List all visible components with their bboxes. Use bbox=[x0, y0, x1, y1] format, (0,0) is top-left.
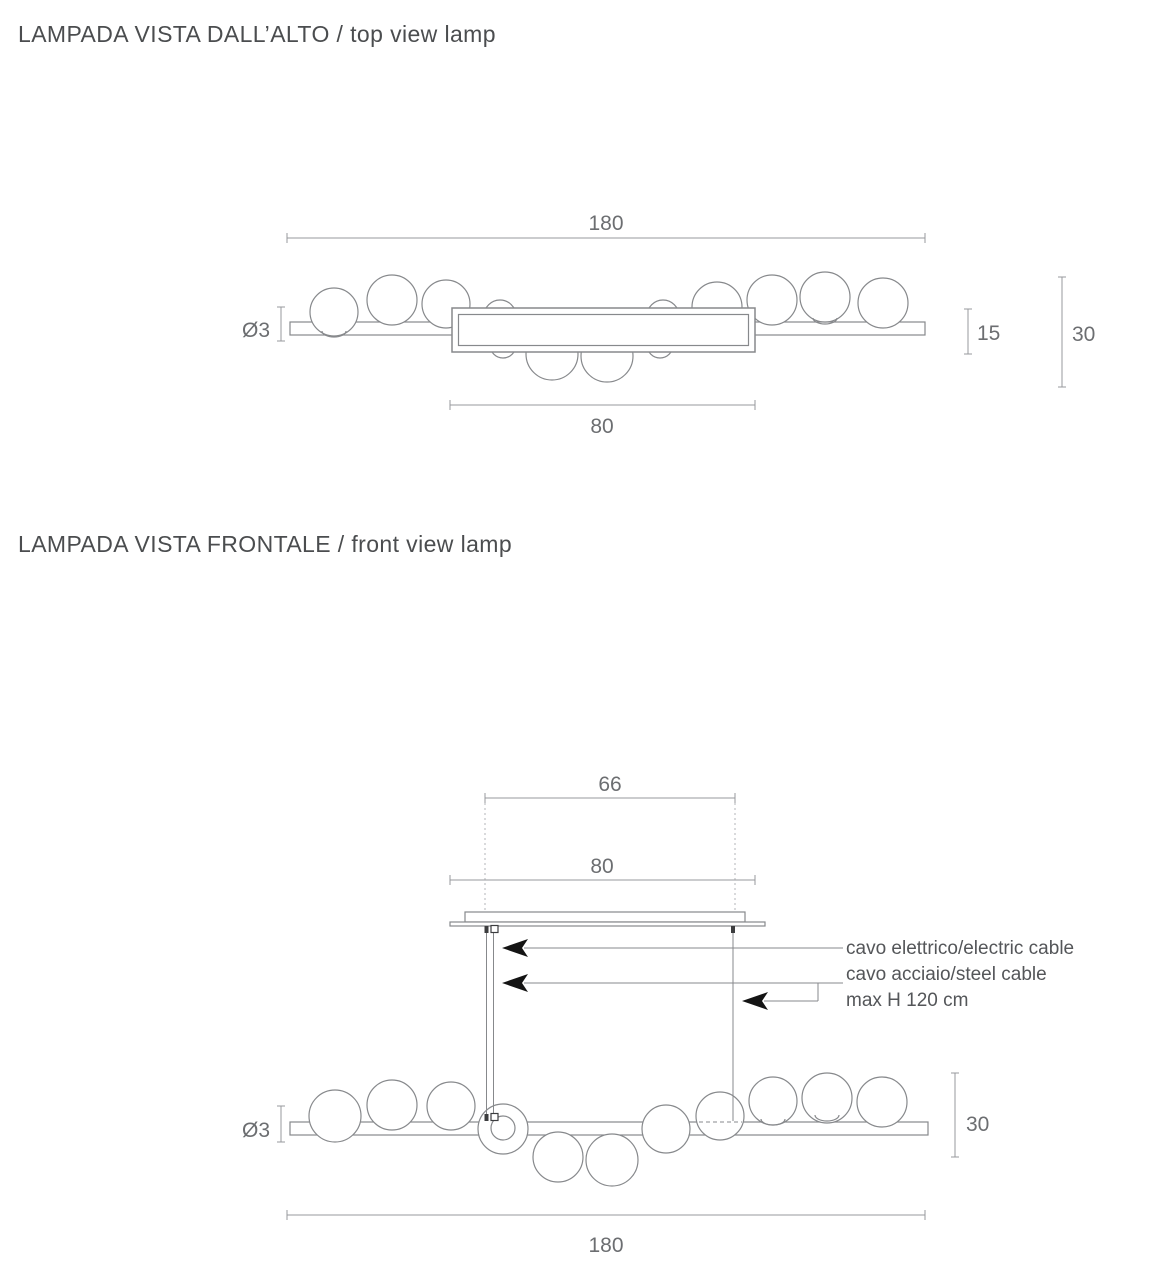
electric-cable-label: cavo elettrico/electric cable bbox=[846, 938, 1075, 959]
dim-value: 80 bbox=[590, 855, 614, 878]
cable-fixing bbox=[491, 926, 498, 933]
cable-fixing bbox=[731, 926, 735, 933]
dim-value: Ø3 bbox=[241, 319, 270, 342]
glass-sphere bbox=[478, 1104, 528, 1154]
cable-fixing bbox=[491, 1114, 498, 1121]
dim-total-width bbox=[287, 1210, 925, 1257]
dim-cable-span bbox=[485, 773, 735, 918]
dim-value: 180 bbox=[588, 1234, 624, 1257]
dim-canopy-width bbox=[450, 855, 755, 885]
dim-total-depth bbox=[1058, 277, 1095, 387]
max-height-label: max H 120 cm bbox=[846, 990, 969, 1011]
front-view-drawing bbox=[0, 540, 1168, 1272]
dim-value: Ø3 bbox=[241, 1119, 270, 1142]
glass-sphere bbox=[857, 1077, 907, 1127]
glass-sphere bbox=[309, 1090, 361, 1142]
ceiling-canopy bbox=[450, 912, 765, 926]
glass-sphere bbox=[696, 1092, 744, 1140]
top-view-title: LAMPADA VISTA DALL’ALTO / top view lamp bbox=[18, 21, 496, 47]
glass-sphere bbox=[427, 1082, 475, 1130]
cable-fixing bbox=[485, 1114, 489, 1121]
glass-sphere bbox=[858, 278, 908, 328]
glass-sphere bbox=[310, 288, 358, 336]
dim-value: 15 bbox=[977, 322, 1001, 345]
dim-rod-diameter bbox=[242, 1106, 285, 1142]
glass-sphere bbox=[642, 1105, 690, 1153]
dim-rod-diameter bbox=[242, 307, 285, 342]
glass-sphere bbox=[586, 1134, 638, 1186]
glass-sphere bbox=[367, 275, 417, 325]
driver-box bbox=[452, 308, 755, 352]
dim-value: 180 bbox=[588, 212, 624, 235]
front-view-title: LAMPADA VISTA FRONTALE / front view lamp bbox=[18, 531, 513, 557]
glass-sphere bbox=[749, 1077, 797, 1125]
dim-value: 80 bbox=[590, 415, 614, 438]
dim-value: 66 bbox=[598, 773, 622, 796]
dim-value: 30 bbox=[966, 1113, 990, 1136]
steel-cable-label: cavo acciaio/steel cable bbox=[846, 964, 1047, 985]
glass-sphere bbox=[800, 272, 850, 322]
dim-box-width bbox=[450, 400, 755, 438]
dim-total-height bbox=[951, 1073, 989, 1157]
glass-sphere bbox=[802, 1073, 852, 1123]
glass-sphere bbox=[367, 1080, 417, 1130]
annotations bbox=[502, 938, 1074, 1011]
dim-value: 30 bbox=[1072, 323, 1096, 346]
glass-sphere bbox=[533, 1132, 583, 1182]
cable-fixing bbox=[485, 926, 489, 933]
top-view-drawing bbox=[0, 0, 1168, 470]
canopy-body bbox=[465, 912, 745, 922]
dim-total-width bbox=[287, 212, 925, 243]
dim-box-depth bbox=[964, 309, 1000, 354]
